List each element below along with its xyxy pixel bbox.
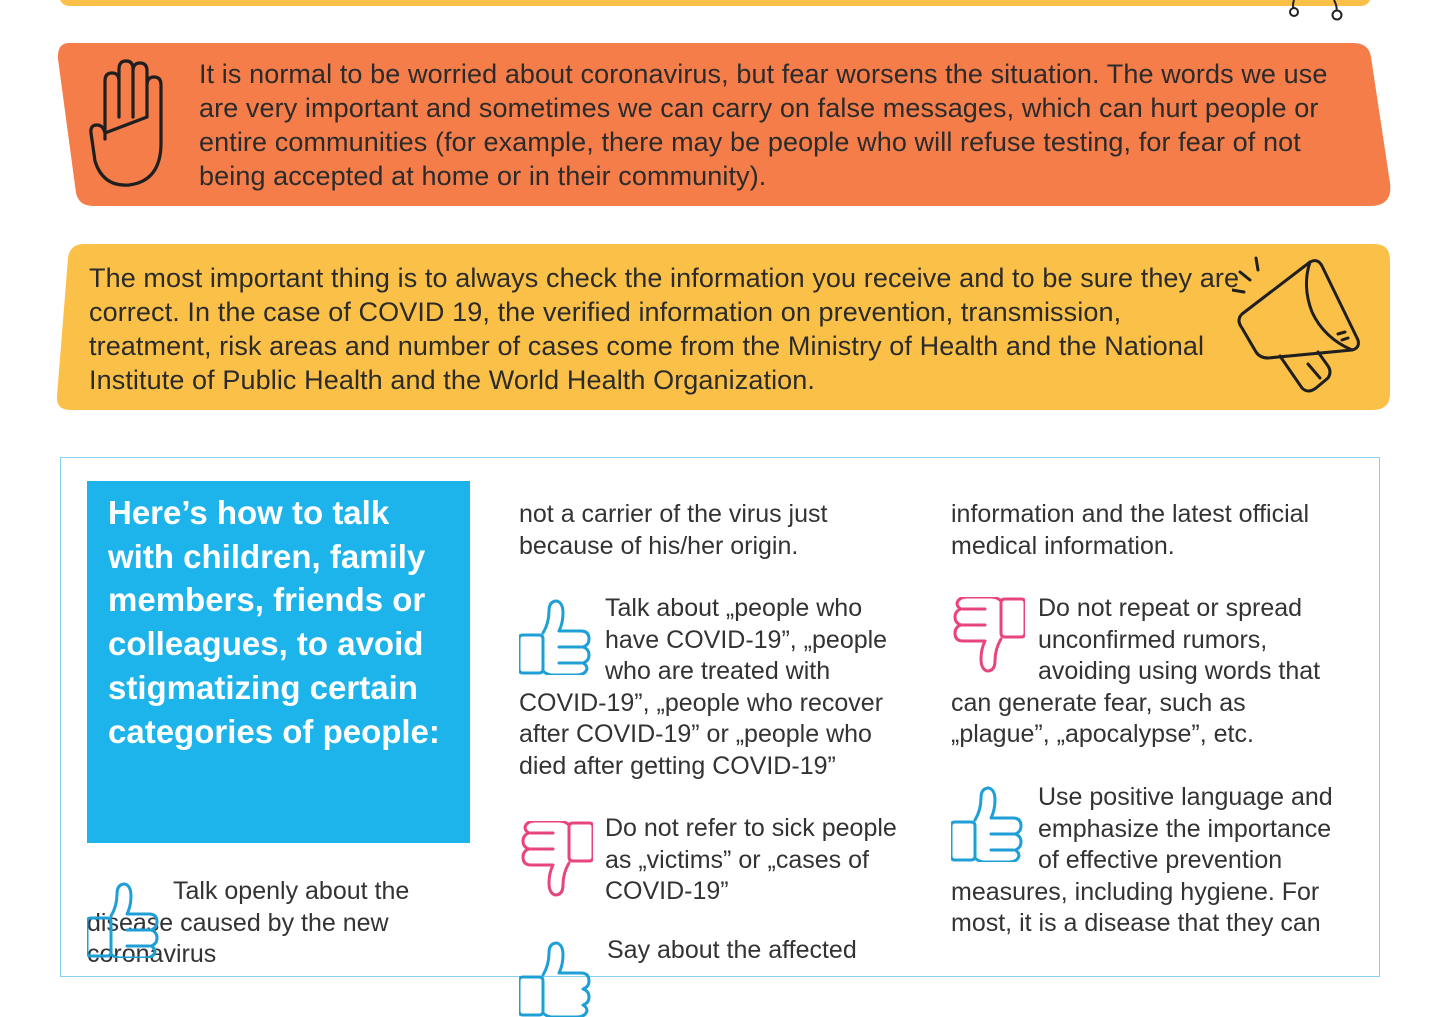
list-item <box>951 782 1351 940</box>
fear-banner-text: It is normal to be worried about coronavirus, but fear worsens the situation. The words we use are very important and sometimes we can carry on false messages, which can hurt people or entire communities (for example, there may be people who will refuse testing, for fear of not being accepted at home or in their community). <box>199 59 1328 191</box>
thumbs-up-icon <box>519 939 593 1017</box>
list-item-text: Do not refer to sick people as „victims” or „cases of COVID-19” <box>605 814 897 905</box>
list-item-text: Do not repeat or spread unconfirmed rumors, avoiding using words that can generate fear, such as „plague”, „apocalypse”, etc. <box>951 594 1321 748</box>
column-two-continued-text: not a carrier of the virus just because of his/her origin. <box>519 500 828 560</box>
list-item <box>87 876 447 971</box>
thumbs-down-icon <box>519 821 593 899</box>
thumbs-up-icon <box>951 784 1025 862</box>
list-item-text: Say about the affected <box>607 936 857 964</box>
list-item-text: Talk about „people who have COVID-19”, „people who are treated with COVID-19”, „people who recover after COVID-19” or „people who died after getting COVID-19” <box>519 594 888 780</box>
guide-heading-box <box>87 481 470 843</box>
list-item <box>951 593 1351 751</box>
guide-heading: Here’s how to talk with children, family members, friends or colleagues, to avoid stigmatizing certain categories of people: <box>108 494 440 750</box>
doodle-icon <box>1282 0 1352 24</box>
list-item <box>519 935 909 967</box>
list-item-text: Use positive language and emphasize the importance of effective prevention measures, including hygiene. For most, it is a disease that they can <box>951 783 1333 937</box>
thumbs-down-icon <box>951 597 1025 675</box>
raised-hand-icon <box>85 57 175 189</box>
thumbs-up-icon <box>519 597 593 675</box>
list-item <box>519 593 909 782</box>
top-banner-shape <box>60 0 1380 8</box>
check-banner-text: The most important thing is to always check the information you receive and to be sure they are correct. In the case of COVID 19, the verified information on prevention, transmission, treatment, risk areas and number of cases come from the Ministry of Health and the National Institute of Public Health and the World Health Organization. <box>89 263 1240 395</box>
list-item <box>519 813 909 908</box>
check-info-banner <box>56 244 1392 412</box>
top-yellow-banner <box>60 0 1380 8</box>
list-item-text: Talk openly about the disease caused by the new coronavirus <box>87 877 410 968</box>
thumbs-up-icon <box>87 880 161 958</box>
megaphone-icon <box>1232 256 1364 402</box>
column-three-continued-text: information and the latest official medical information. <box>951 500 1310 560</box>
fear-banner <box>57 43 1392 208</box>
